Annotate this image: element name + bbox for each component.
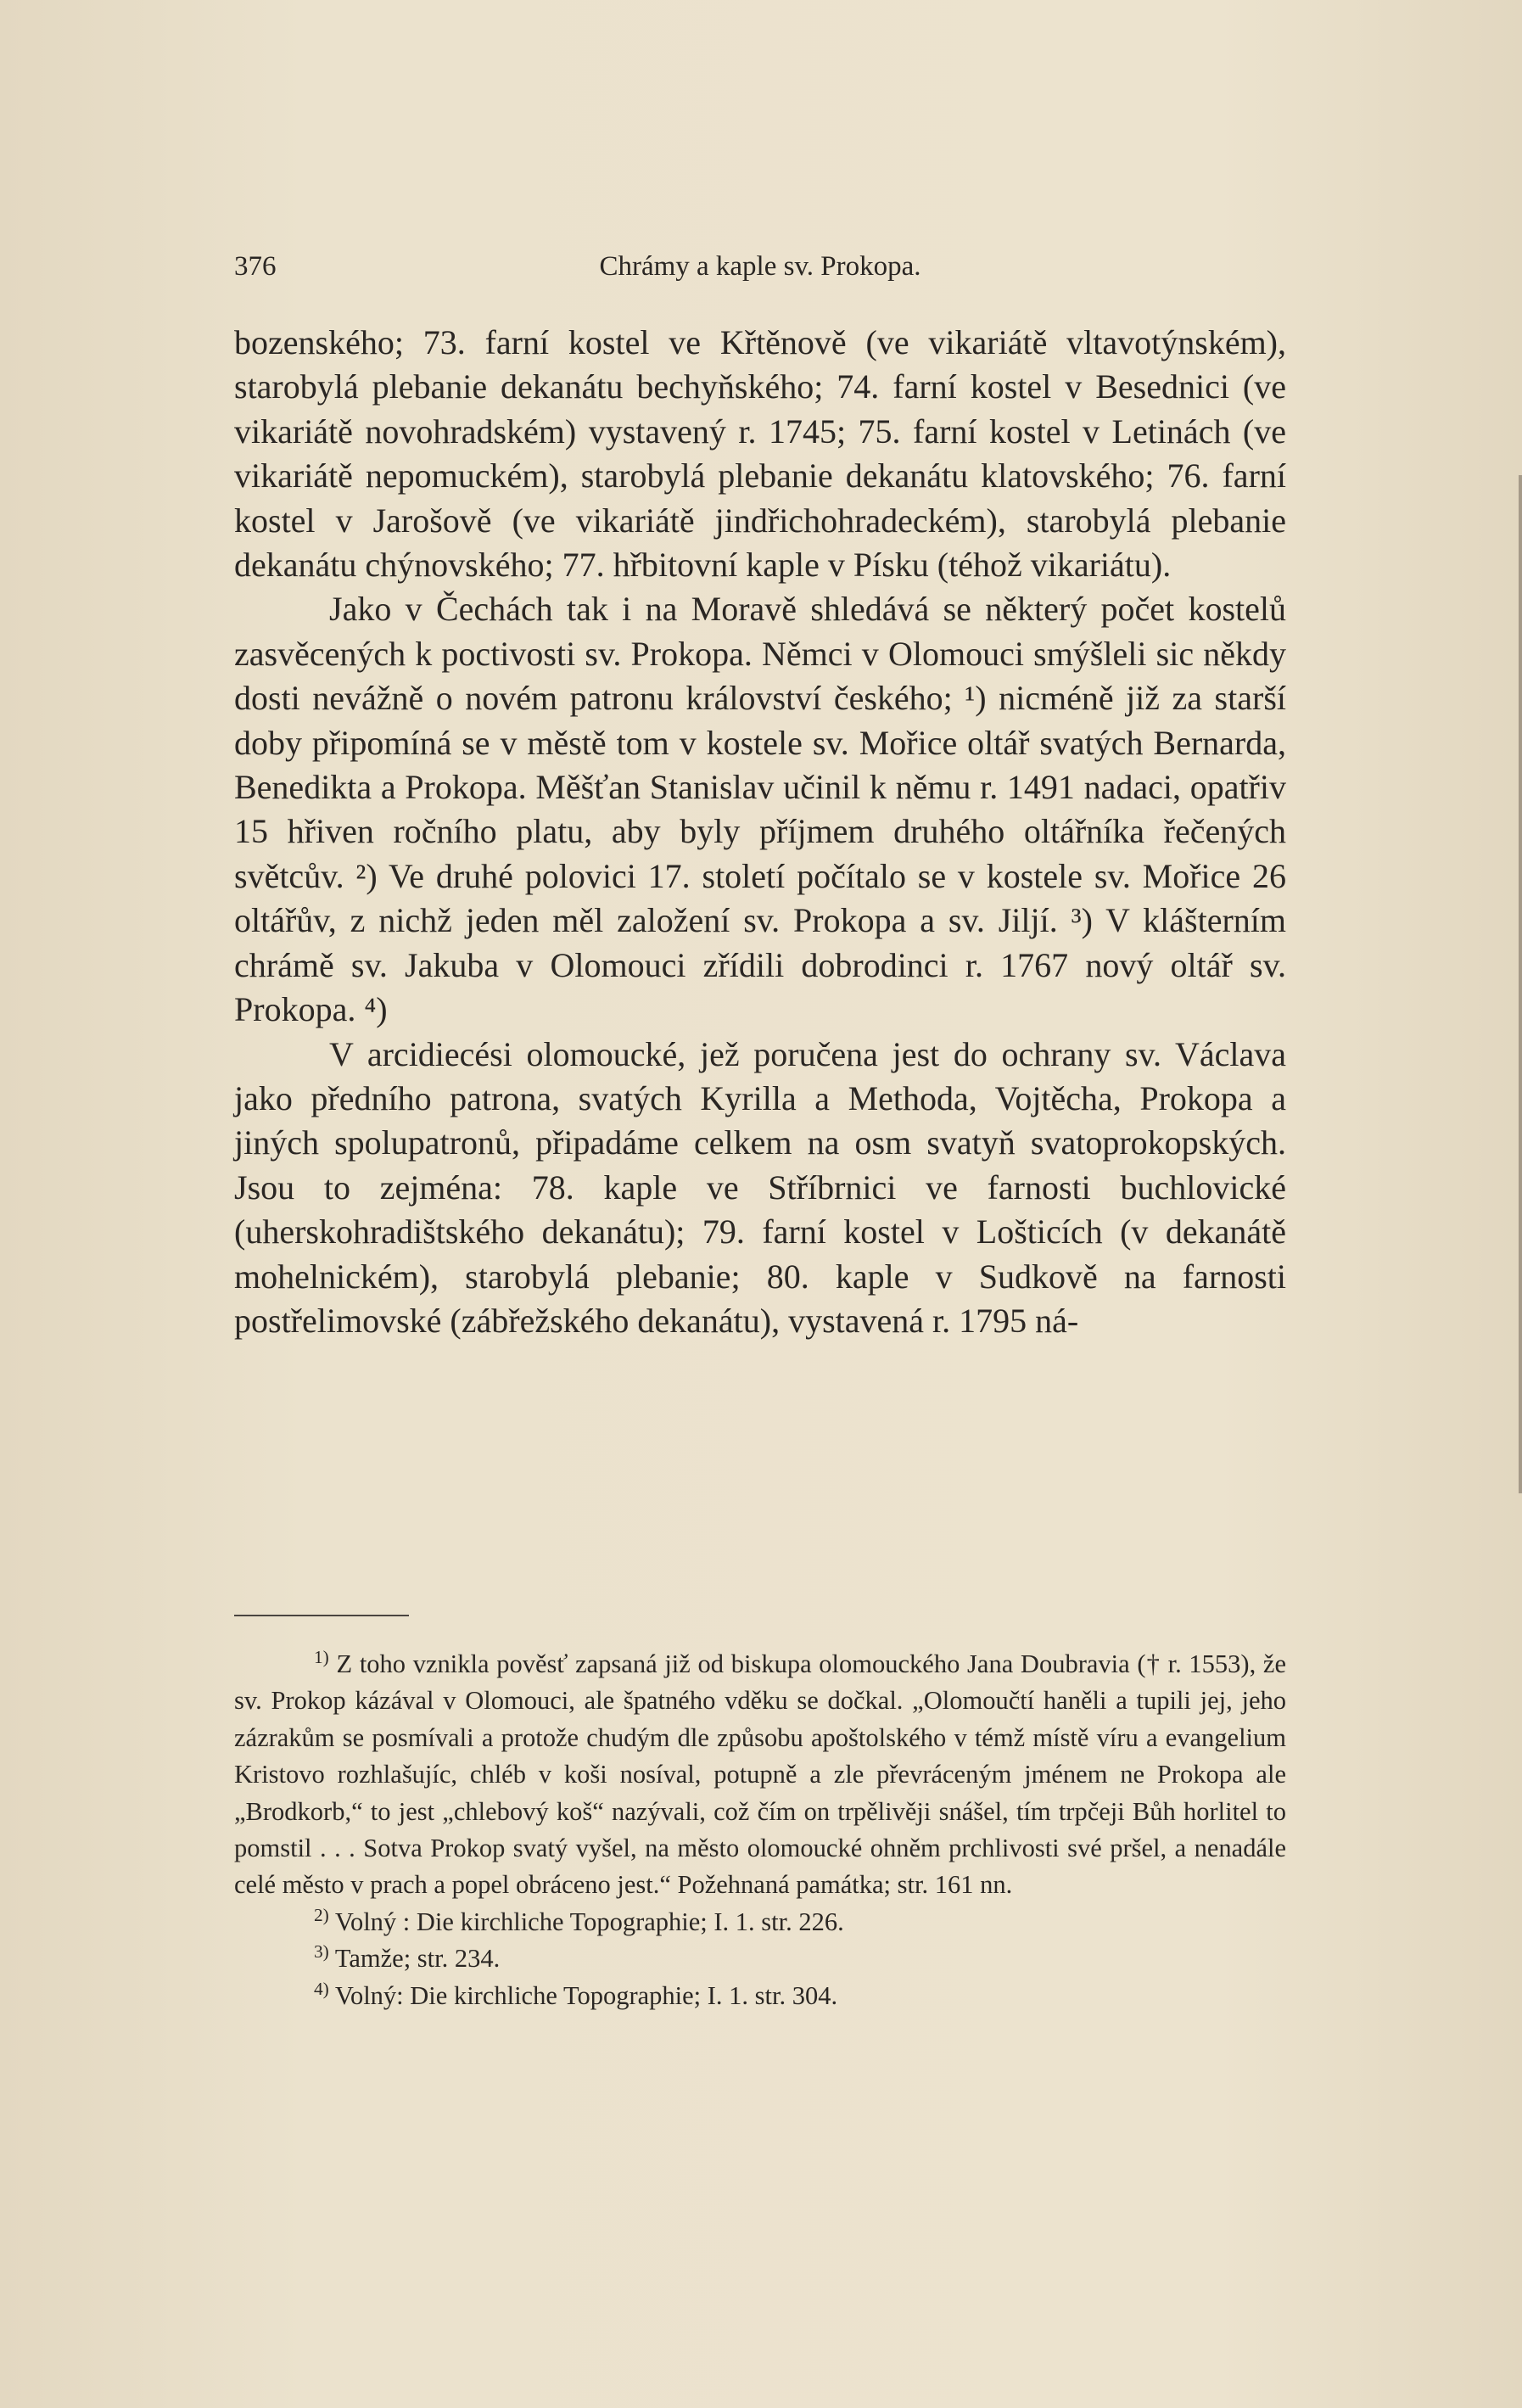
running-title: Chrámy a kaple sv. Prokopa. [599,251,921,282]
page-header [234,251,1286,288]
footnote-text: Z toho vznikla pověsť zapsaná již od biskupa olomouckého Jana Doubravia († r. 1553), že sv. Prokop kázával v Olomouci, ale špatného vděku se dočkal. „Olomoučtí haněli a tupili jej, jeho zázrakům se posmívali a protože chudým dle způsobu apoštolského v témž místě víru a evangelium Kristovo rozhlašujíc, chléb v koši nosíval, potupně a zle převráceným jménem ne Prokopa ale „Brodkorb,“ to jest „chlebový koš“ nazývali, což čím on trpělivěji snášel, tím trpčeji Bůh horlitel to pomstil . . . Sotva Prokop svatý vyšel, na město olomoucké ohněm prchlivosti své pršel, a nenadále celé město v prach a popel obráceno jest.“ Požehnaná památka; str. 161 nn. [234,1649,1286,1900]
footnote-mark: 1) [314,1646,329,1667]
footnote-mark: 4) [314,1978,329,1999]
main-text [234,321,1286,1343]
footnote [234,1940,1286,1977]
footnote [234,1646,1286,1904]
footnotes [234,1646,1286,2014]
footnote-separator [234,1615,409,1616]
paragraph: bozenského; 73. farní kostel ve Křtěnově (ve vikariátě vltavotýnském), starobylá plebanie dekanátu bechyňského; 74. farní kostel v Besednici (ve vikariátě novohradském) vystavený r. 1745; 75. farní kostel v Letinách (ve vikariátě nepomuckém), starobylá plebanie dekanátu klatovského; 76. farní kostel v Jarošově (ve vikariátě jindřichohradeckém), starobylá plebanie dekanátu chýnovského; 77. hřbitovní kaple v Písku (téhož vikariátu). [234,323,1286,585]
paragraph: Jako v Čechách tak i na Moravě shledává se některý počet kostelů zasvěcených k poctivosti sv. Prokopa. Němci v Olomouci smýšleli sic někdy dosti nevážně o novém patronu království českého; ¹) nicméně již za starší doby připomíná se v městě tom v kostele sv. Mořice oltář svatých Bernarda, Benedikta a Prokopa. Měšťan Stanislav učinil k němu r. 1491 nadaci, opatřiv 15 hřiven ročního platu, aby byly příjmem druhého oltářníka řečených světcův. ²) Ve druhé polovici 17. století počítalo se v kostele sv. Mořice 26 oltářův, z nichž jeden měl založení sv. Prokopa a sv. Jiljí. ³) V klášterním chrámě sv. Jakuba v Olomouci zřídili dobrodinci r. 1767 nový oltář sv. Prokopa. ⁴) [234,590,1286,1029]
footnote [234,1904,1286,1940]
footnote-text: Tamže; str. 234. [334,1944,501,1974]
footnote-text: Volný: Die kirchliche Topographie; I. 1. str. 304. [334,1980,838,2010]
footnote-mark: 2) [314,1904,329,1925]
page-number: 376 [234,251,277,282]
footnote-text: Volný : Die kirchliche Topographie; I. 1. str. 226. [334,1907,844,1936]
footnote-mark: 3) [314,1941,329,1963]
paragraph: V arcidiecési olomoucké, jež poručena jest do ochrany sv. Václava jako předního patrona, svatých Kyrilla a Methoda, Vojtěcha, Prokopa a jiných spolupatronů, připadáme celkem na osm svatyň svatoprokopských. Jsou to zejména: 78. kaple ve Stříbrnici ve farnosti buchlovické (uherskohradištského dekanátu); 79. farní kostel v Lošticích (v dekanátě mohelnickém), starobylá plebanie; 80. kaple v Sudkově na farnosti postřelimovské (zábřežského dekanátu), vystavená r. 1795 ná- [234,1034,1286,1340]
footnote [234,1978,1286,2014]
page-edge-shadow [1507,475,1522,1493]
